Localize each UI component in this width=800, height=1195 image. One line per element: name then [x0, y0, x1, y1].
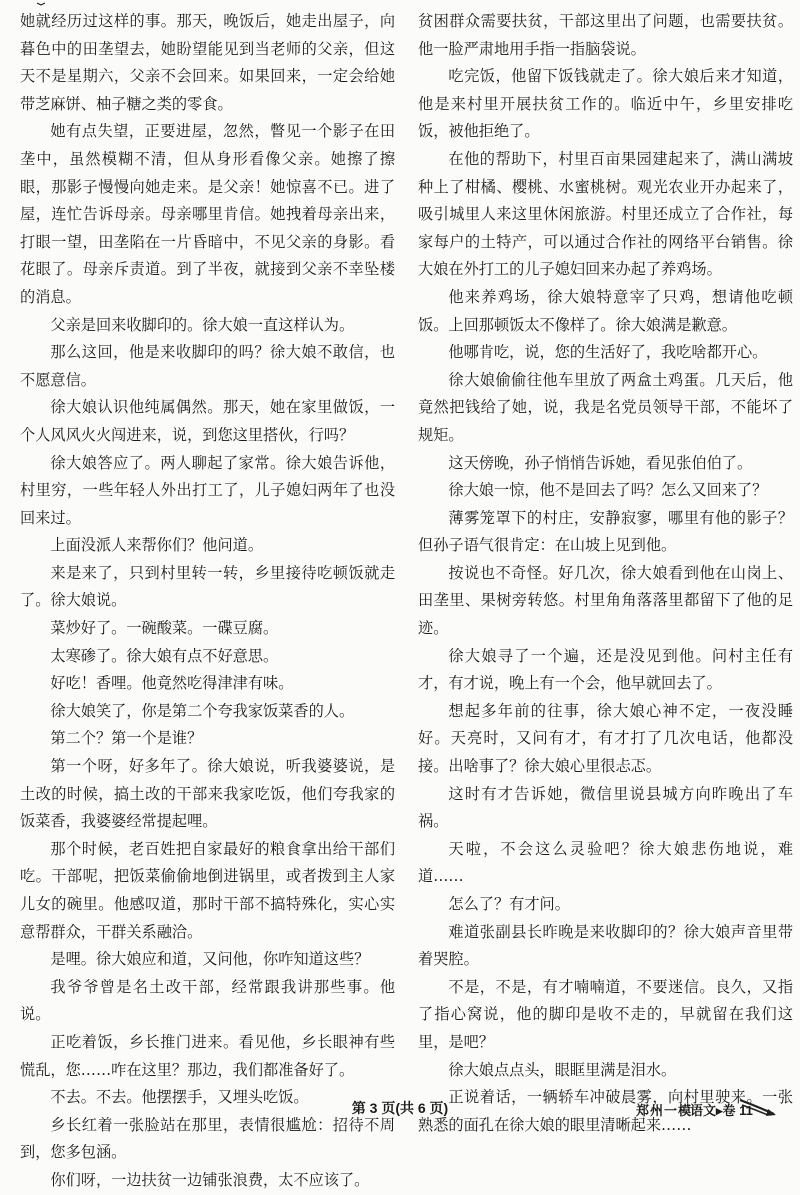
subject-tag: 语文▸卷 11: [690, 1103, 753, 1118]
paragraph: 天啦，不会这么灵验吧？徐大娘悲伤地说，难道……: [418, 839, 793, 886]
paragraph: 来是来了，只到村里转一转，乡里接待吃顿饭就走了。徐大娘说。: [20, 563, 395, 610]
paragraph: 贫困群众需要扶贫，干部这里出了问题，也需要扶贫。他一脸严肃地用手指一指脑袋说。: [418, 12, 793, 58]
paragraph: 正说着话，一辆轿车冲破晨雾，向村里驶来。一张熟悉的面孔在徐大娘的眼里清晰起来……: [418, 1088, 793, 1134]
left-column: [20, 8, 395, 1195]
paragraph: 正吃着饭，乡长推门进来。看见他，乡长眼神有些慌乱，您……咋在这里？那边，我们都准备好了。: [20, 1032, 395, 1079]
paragraph: 按说也不奇怪。好几次，徐大娘看到他在山岗上、田垄里、果树旁转悠。村里角角落落里都留下了他的足迹。: [418, 563, 793, 638]
paragraph: 她就经历过这样的事。那天，晚饭后，她走出屋子，向暮色中的田垄望去，她盼望能见到当老师的父亲，但这天不是星期六，父亲不会回来。如果回来，一定会给她带芝麻饼、柚子糖之类的零食。: [20, 12, 395, 113]
paragraph: 在他的帮助下，村里百亩果园建起来了，满山满坡种上了柑橘、樱桃、水蜜桃树。观光农业开办起来了，吸引城里人来这里休闲旅游。村里还成立了合作社，每家每户的土特产，可以通过合作社的网络平台销售。徐大娘在外打工的儿子媳妇回来办起了养鸡场。: [418, 149, 793, 279]
paragraph: 徐大娘点点头，眼眶里满是泪水。: [448, 1060, 677, 1079]
paragraph: 徐大娘笑了，你是第二个夸我家饭菜香的人。: [50, 701, 355, 720]
paragraph: 那么这回，他是来收脚印的吗？徐大娘不敢信，也不愿意信。: [20, 343, 395, 389]
paragraph: 徐大娘答应了。两人聊起了家常。徐大娘告诉他，村里穷，一些年轻人外出打工了，儿子媳妇两年了也没回来过。: [20, 453, 395, 527]
paragraph: 是哩。徐大娘应和道，又问他，你咋知道这些？: [50, 950, 370, 969]
paragraph: 菜炒好了。一碗酸菜。一碟豆腐。: [50, 619, 279, 638]
paragraph: 徐大娘寻了一个遍，还是没见到他。问村主任有才，有才说，晚上有一个会，他早就回去了。: [418, 646, 793, 693]
paragraph: 那个时候，老百姓把自家最好的粮食拿出给干部们吃。干部呢，把饭菜偷偷地倒进锅里，或者拨到主人家儿女的碗里。他感叹道，那时干部不搞特殊化，实心实意帮群众，干群关系融洽。: [20, 839, 395, 941]
paragraph: 好吃！香哩。他竟然吃得津津有味。: [50, 674, 294, 693]
paragraph: 父亲是回来收脚印的。徐大娘一直这样认为。: [50, 315, 355, 334]
paragraph: 徐大娘偷偷往他车里放了两盒土鸡蛋。几天后，他竟然把钱给了她，说，我是名党员领导干部，不能坏了规矩。: [418, 370, 793, 444]
right-column: [418, 8, 793, 1139]
paragraph: 这天傍晚，孙子悄悄告诉她，看见张伯伯了。: [448, 453, 753, 472]
paragraph: 上面没派人来帮你们？他问道。: [50, 536, 264, 555]
page-footer: [0, 1094, 800, 1122]
paragraph: 徐大娘一惊，他不是回去了吗？怎么又回来了？: [448, 481, 768, 500]
paragraph: 太寒碜了。徐大娘有点不好意思。: [50, 646, 279, 665]
paragraph: 他哪肯吃，说，您的生活好了，我吃啥都开心。: [448, 343, 768, 362]
paragraph: 想起多年前的往事，徐大娘心神不定，一夜没睡好。天亮时，又问有才，有才打了几次电话，他都没接。出啥事了？徐大娘心里很忐忑。: [418, 701, 793, 776]
paragraph: 徐大娘认识他纯属偶然。那天，她在家里做饭，一个人风风火火闯进来，说，到您这里搭伙，行吗？: [20, 398, 395, 444]
paragraph: 第二个？第一个是谁？: [50, 729, 203, 748]
exam-tag: 郑州一模: [636, 1103, 693, 1118]
paragraph: 乡长红着一张脸站在那里，表情很尴尬：招待不周到，您多包涵。: [20, 1115, 395, 1162]
paragraph: 难道张副县长昨晚是来收脚印的？徐大娘声音里带着哭腔。: [418, 922, 793, 969]
paragraph: 怎么了？有才问。: [448, 895, 570, 913]
paragraph: 第一个呀，好多年了。徐大娘说，听我婆婆说，是土改的时候，搞土改的干部来我家吃饭，他们夸我家的饭菜香，我婆婆经常提起哩。: [20, 757, 395, 831]
paragraph: 她有点失望，正要进屋，忽然，瞥见一个影子在田垄中，虽然模糊不清，但从身形看像父亲。她擦了擦眼，那影子慢慢向她走来。是父亲！她惊喜不已。进了屋，连忙告诉母亲。母亲哪里肯信。她拽着母亲出来，打眼一望，田垄陷在一片昏暗中，不见父亲的身影。看花眼了。母亲斥责道。到了半夜，就接到父亲不幸坠楼的消息。: [20, 122, 395, 306]
corner-mark-icon: [36, 2, 46, 7]
page-number: 第 3 页(共 6 页): [351, 1100, 449, 1116]
swoosh-arrow-icon: [738, 1096, 778, 1118]
paragraph: 我爷爷曾是名土改干部，经常跟我讲那些事。他说。: [20, 977, 395, 1024]
paragraph: 薄雾笼罩下的村庄，安静寂寥，哪里有他的影子？但孙子语气很肯定：在山坡上见到他。: [418, 508, 793, 555]
paragraph: 这时有才告诉她，微信里说县城方向昨晚出了车祸。: [418, 784, 793, 831]
paragraph: 你们呀，一边扶贫一边铺张浪费，太不应该了。: [50, 1170, 370, 1189]
paragraph: 吃完饭，他留下饭钱就走了。徐大娘后来才知道，他是来村里开展扶贫工作的。临近中午，乡里安排吃饭，被他拒绝了。: [418, 67, 793, 141]
paragraph: 不是，不是，有才喃喃道，不要迷信。良久，又指了指心窝说，他的脚印是收不走的，早就留在我们这里，是吧？: [418, 977, 793, 1051]
paragraph: 他来养鸡场，徐大娘特意宰了只鸡，想请他吃顿饭。上回那顿饭太不像样了。徐大娘满是歉意。: [418, 287, 793, 334]
paragraph: 不去。不去。他摆摆手，又埋头吃饭。: [50, 1088, 309, 1107]
